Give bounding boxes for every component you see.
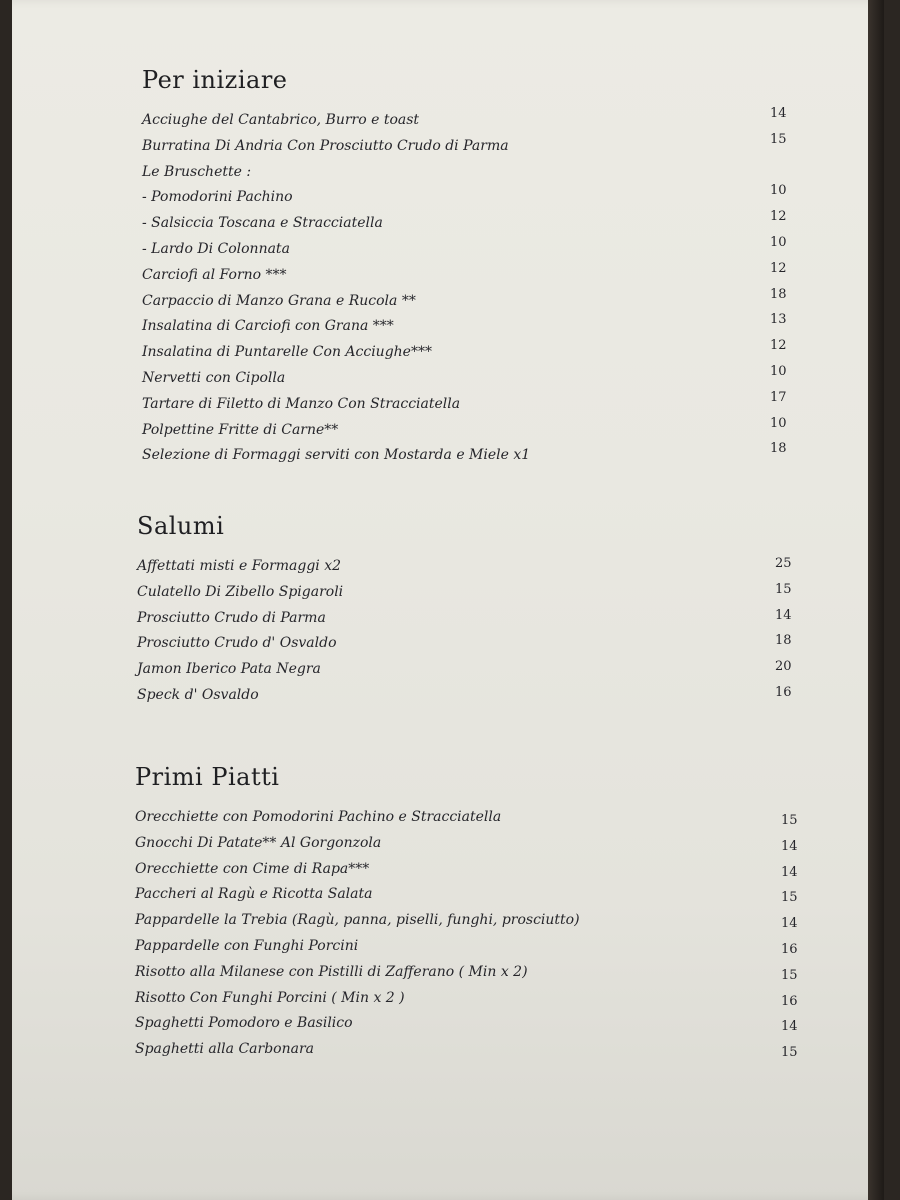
menu-item [135,1041,798,1067]
menu-item [137,684,792,713]
menu-item [142,441,787,473]
menu-item [142,363,787,396]
menu-item [142,106,787,138]
menu-item [142,164,288,190]
menu-item [135,937,798,964]
menu-item-name: Affettati misti e Formaggi x2 [137,558,342,574]
menu-item-price: 15 [781,967,798,983]
menu-item-price: 14 [781,864,798,880]
menu-item-name: Orecchiette con Pomodorini Pachino e Stracciatella [135,809,502,825]
menu-item [135,912,798,938]
menu-item-name: - Salsiccia Toscana e Stracciatella [142,215,383,232]
menu-item-name: Pappardelle la Trebia (Ragù, panna, piselli, funghi, prosciutto) [135,912,580,929]
menu-item-price: 14 [781,1019,798,1035]
menu-item-name: Polpettine Fritte di Carne** [142,421,339,438]
menu-item-price: 10 [770,363,787,379]
menu-item-name: Pappardelle con Funghi Porcini [135,937,359,954]
menu-item-price: 14 [781,838,798,854]
menu-list [137,556,792,713]
menu-item-name: Culatello Di Zibello Spigaroli [137,583,344,600]
menu-item-price: 15 [781,890,798,906]
menu-item-name: Insalatina di Carciofi con Grana *** [142,318,394,335]
menu-item-name: Orecchiette con Cime di Rapa*** [135,860,370,877]
menu-item [135,809,798,835]
menu-item-price: 12 [770,338,787,354]
menu-item-name: Prosciutto Crudo d' Osvaldo [137,635,337,652]
menu-item-name: Spaghetti Pomodoro e Basilico [135,1015,353,1032]
menu-item [137,607,792,636]
section-per-iniziare [142,66,787,473]
menu-item-price: 15 [775,581,792,597]
menu-item-price: 12 [770,209,787,225]
menu-item-price: 13 [770,312,787,328]
menu-item-name: Jamon Iberico Pata Negra [137,661,321,678]
section-primi-piatti [135,763,798,1067]
menu-item [142,209,787,241]
menu-item-name: Acciughe del Cantabrico, Burro e toast [142,112,420,128]
menu-item-price: 16 [781,993,798,1009]
menu-list [135,809,798,1067]
menu-item-name: Spaghetti alla Carbonara [135,1041,314,1058]
menu-item-price: 18 [775,633,792,649]
menu-item-name: Prosciutto Crudo di Parma [137,609,326,626]
menu-item-name: Paccheri al Ragù e Ricotta Salata [135,886,373,903]
menu-item [135,1015,798,1041]
menu-item [142,415,787,448]
menu-item-price: 10 [770,415,787,431]
section-title: Per iniziare [142,66,288,94]
menu-item-price: 16 [775,684,792,700]
menu-item [137,556,792,584]
menu-item-name: Burratina Di Andria Con Prosciutto Crudo di Parma [142,137,509,154]
menu-item [142,312,787,344]
menu-item [142,234,787,267]
menu-item [135,834,798,861]
menu-item [137,659,792,687]
menu-item-price: 25 [775,556,792,571]
menu-item [135,886,798,912]
menu-item-price: 14 [770,106,787,121]
menu-item [135,989,798,1016]
menu-item [137,633,792,661]
menu-item-name: Le Bruschette : [142,163,252,180]
page-edge-shadow [868,0,884,1200]
menu-item-name: - Pomodorini Pachino [142,189,293,206]
menu-item-name: Carpaccio di Manzo Grana e Rucola ** [142,292,416,309]
menu-item-price: 15 [770,131,787,147]
menu-item [142,260,787,293]
menu-item-price: 16 [781,941,798,957]
menu-item-price: 17 [770,389,787,405]
menu-item-price: 10 [770,234,787,250]
menu-item [142,131,787,164]
menu-item-price: 20 [775,659,792,675]
menu-item [142,338,787,370]
menu-item-price: 12 [770,260,787,276]
menu-item [142,183,787,215]
menu-item [137,581,792,610]
menu-item [142,389,787,422]
menu-page [12,0,884,1200]
menu-item-name: Risotto alla Milanese con Pistilli di Zafferano ( Min x 2) [135,963,528,980]
menu-item-name: Nervetti con Cipolla [142,369,286,386]
menu-item-name: Selezione di Formaggi serviti con Mostarda e Miele x1 [142,447,531,464]
menu-item-name: Carciofi al Forno *** [142,266,287,283]
menu-item-price: 18 [770,441,787,457]
section-title: Salumi [137,512,225,540]
menu-item-name: Risotto Con Funghi Porcini ( Min x 2 ) [135,989,405,1006]
menu-item-price: 14 [781,916,798,932]
menu-item-name: Tartare di Filetto di Manzo Con Stracciatella [142,395,461,412]
menu-list [142,106,787,473]
section-title: Primi Piatti [135,763,280,791]
menu-item-name: Insalatina di Puntarelle Con Acciughe*** [142,344,432,361]
section-salumi [137,512,792,713]
menu-item-price: 15 [781,813,798,828]
menu-item-price: 10 [770,183,787,199]
menu-item [142,286,787,319]
menu-item-price: 15 [781,1045,798,1061]
menu-item [135,963,798,990]
menu-item-price: 18 [770,286,787,302]
menu-item-name: Speck d' Osvaldo [137,686,259,703]
menu-item-name: Gnocchi Di Patate** Al Gorgonzola [135,834,382,851]
menu-item-price: 14 [775,607,792,623]
menu-item-name: - Lardo Di Colonnata [142,240,290,257]
menu-item [135,860,798,887]
